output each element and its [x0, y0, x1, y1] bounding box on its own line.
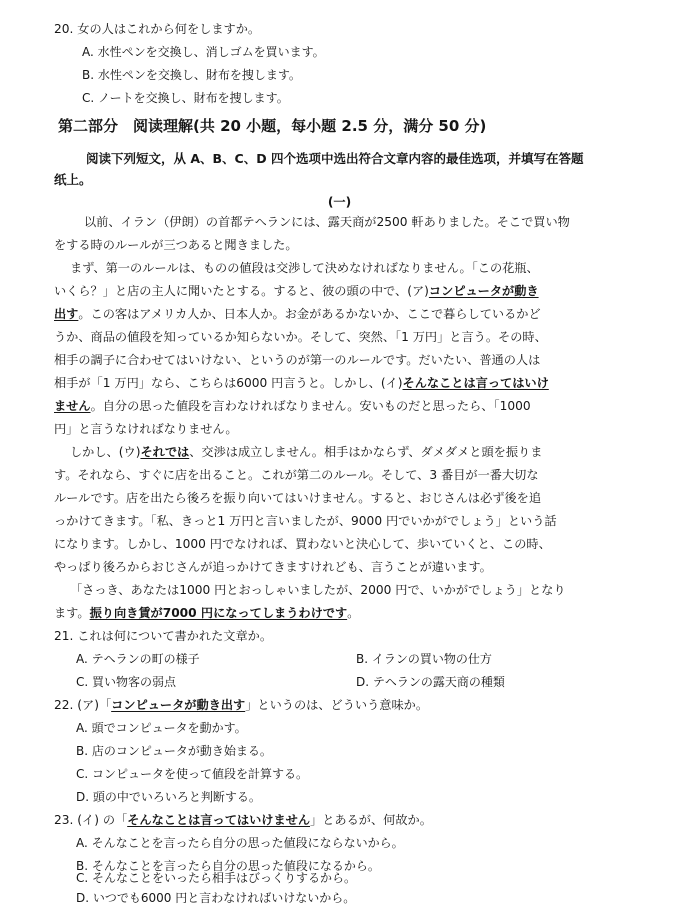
underline-i: そんなことは言ってはいけ	[402, 376, 549, 390]
passage-line: 以前、イラン（伊朗）の首都テヘランには、露天商が2500 軒ありました。そこで買い物	[84, 215, 570, 229]
passage-line: うか、商品の値段を知っているか知らないか。そして、突然、「1 万円」と言う。その時、	[54, 330, 547, 344]
underline-a: コンピュータが動き	[428, 284, 539, 298]
q22-option-d: D. 頭の中でいろいろと判断する。	[76, 790, 261, 804]
passage-line: す。それなら、すぐに店を出ること。これが第二のルール。そして、3 番目が一番大切な	[54, 468, 539, 482]
q20-option-a: A. 水性ペンを交換し、消しゴムを買います。	[82, 45, 325, 59]
passage-line: 円」と言うなければなりません。	[54, 422, 238, 436]
underline-u: それでは	[140, 445, 190, 459]
passage-line: 相手が「1 万円」なら、こちらは6000 円言うと。しかし、(イ)そんなことは言ってはいけ	[54, 376, 549, 390]
passage-line: っかけてきます。「私、きっと1 万円と言いましたが、9000 円でいかがでしょう」という話	[54, 514, 557, 528]
q20-option-b: B. 水性ペンを交換し、財布を捜します。	[82, 68, 301, 82]
q21-option-c: C. 買い物客の弱点	[76, 675, 177, 689]
q23-underline: そんなことは言ってはいけません	[127, 813, 311, 827]
passage-line: ません。自分の思った値段を言わなければなりません。安いものだと思ったら、「1000	[54, 399, 531, 413]
q21-stem: 21. これは何について書かれた文章か。	[54, 629, 273, 643]
q23-stem: 23. (イ) の「そんなことは言ってはいけません」とあるが、何故か。	[54, 813, 432, 827]
q22-option-b: B. 店のコンピュータが動き始まる。	[76, 744, 272, 758]
passage-line: になります。しかし、1000 円でなければ、買わないと決心して、歩いていくと、この時、	[54, 537, 551, 551]
q22-option-c: C. コンピュータを使って値段を計算する。	[76, 767, 309, 781]
section-instruction-1: 阅读下列短文，从 A、B、C、D 四个选项中选出符合文章内容的最佳选项，并填写在答题	[86, 151, 584, 166]
q23-option-b: B. そんなことを言ったら自分の思った値段になるから。	[76, 859, 380, 873]
section-title: 第二部分 阅读理解(共 20 小题，每小题 2.5 分，满分 50 分)	[58, 117, 487, 135]
passage-line: まず、第一のルールは、ものの値段は交渉して決めなければなりません。「この花瓶、	[70, 261, 539, 275]
q22-stem: 22. (ア)「コンピュータが動き出す」というのは、どういう意味か。	[54, 698, 429, 712]
passage-line: ます。振り向き賃が7000 円になってしまうわけです。	[54, 606, 360, 620]
passage-line: ルールです。店を出たら後ろを振り向いてはいけません。すると、おじさんは必ず後を追	[54, 491, 542, 505]
section-instruction-2: 纸上。	[54, 172, 92, 187]
passage-line: しかし、(ウ)それでは、交渉は成立しません。相手はかならず、ダメダメと頭を振りま	[70, 445, 543, 459]
q22-option-a: A. 頭でコンピュータを動かす。	[76, 721, 247, 735]
q23-option-c: C. そんなことをいったら相手はびっくりするから。	[76, 871, 357, 885]
q23-option-a: A. そんなことを言ったら自分の思った値段にならないから。	[76, 836, 404, 850]
q20-stem: 20. 女の人はこれから何をしますか。	[54, 22, 261, 36]
passage-number: (一)	[327, 195, 352, 209]
passage-line: やっぱり後ろからおじさんが追っかけてきますけれども、言うことが違います。	[54, 560, 492, 574]
underline-a-end: 出す	[54, 307, 79, 321]
passage-line: いくら？」と店の主人に聞いたとする。すると、彼の頭の中で、(ア)コンピュータが動き	[54, 284, 539, 298]
underline-final: 振り向き賃が7000 円になってしまうわけです	[89, 606, 348, 620]
passage-line: をする時のルールが三つあると聞きました。	[54, 238, 298, 252]
q21-option-b: B. イランの買い物の仕方	[356, 652, 492, 666]
q21-option-d: D. テヘランの露天商の種類	[356, 675, 505, 689]
passage-line: 「さっき、あなたは1000 円とおっしゃいましたが、2000 円で、いかがでしょう」となり	[70, 583, 566, 597]
q22-underline: コンピュータが動き出す	[111, 698, 246, 712]
q20-option-c: C. ノートを交換し、財布を捜します。	[82, 91, 289, 105]
passage-line: 相手の調子に合わせてはいけない、というのが第一のルールです。だいたい、普通の人は	[54, 353, 541, 367]
q21-option-a: A. テヘランの町の様子	[76, 652, 200, 666]
q23-option-d: D. いつでも6000 円と言わなければいけないから。	[76, 891, 356, 905]
underline-i-end: ません	[54, 399, 91, 413]
passage-line: 出す。この客はアメリカ人か、日本人か。お金があるかないか、ここで暮らしているかど	[54, 307, 541, 321]
